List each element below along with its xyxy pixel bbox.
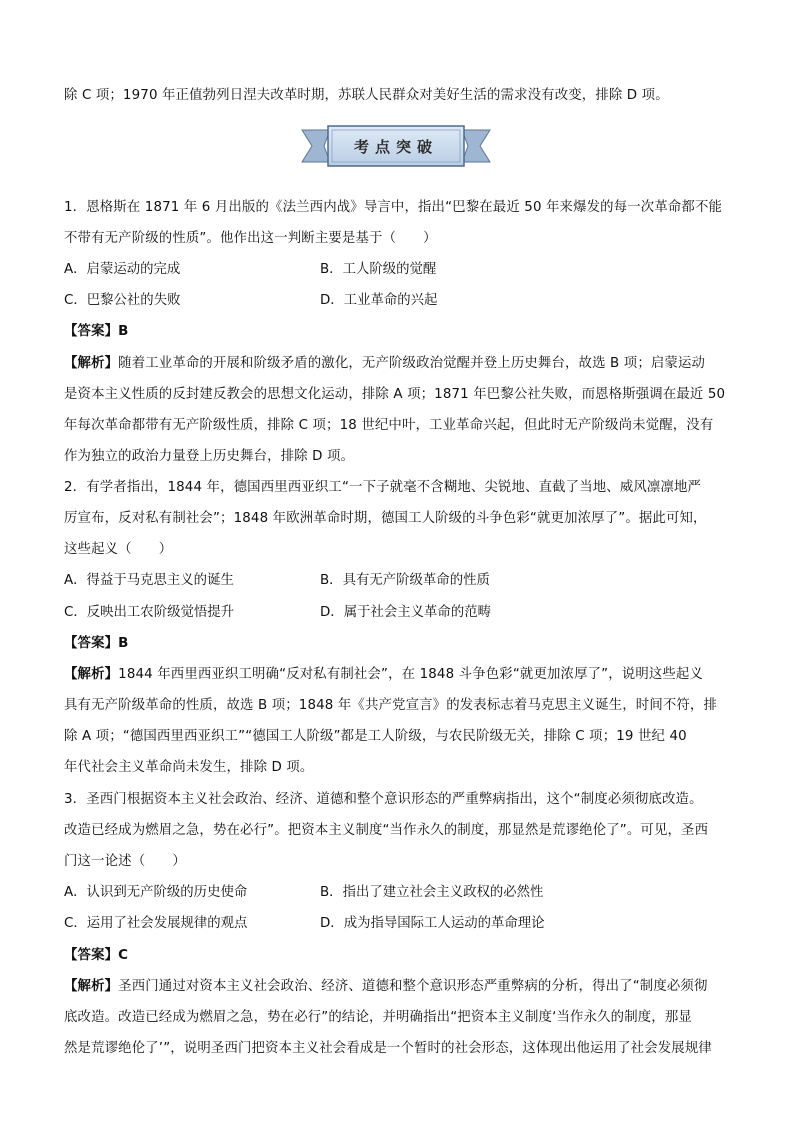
question-3-analysis-line-3: 然是荒谬绝伦了’”，说明圣西门把资本主义社会看成是一个暂时的社会形态，这体现出他运用了社会发展规律 <box>64 1041 712 1056</box>
analysis-label: 【解析】 <box>64 667 119 682</box>
section-banner <box>300 124 492 168</box>
analysis-label: 【解析】 <box>64 356 119 371</box>
question-1-analysis-line-3: 年每次革命都带有无产阶级性质，排除 C 项；18 世纪中叶，工业革命兴起，但此时无产阶级尚未觉醒，没有 <box>64 418 714 433</box>
question-1-answer: 【答案】B <box>64 324 129 339</box>
question-3-analysis-line-2: 底改造。改造已经成为燃眉之急，势在必行”的结论，并明确指出“把资本主义制度‘当作永久的制度，那显 <box>64 1010 692 1025</box>
analysis-text: 随着工业革命的开展和阶级矛盾的激化，无产阶级政治觉醒并登上历史舞台，故选 B 项；启蒙运动 <box>118 356 706 371</box>
question-1-option-a: A．启蒙运动的完成 <box>64 262 181 277</box>
question-3-line-2: 改造已经成为燃眉之急，势在必行”。把资本主义制度“当作永久的制度，那显然是荒谬绝伦了”。可见，圣西 <box>64 823 709 838</box>
question-2-analysis-line-4: 年代社会主义革命尚未发生，排除 D 项。 <box>64 760 314 775</box>
question-3-option-a: A．认识到无产阶级的历史使命 <box>64 885 248 900</box>
question-2-analysis-line-1 <box>64 665 732 685</box>
question-2-option-b: B．具有无产阶级革命的性质 <box>320 573 490 588</box>
question-1-option-d: D．工业革命的兴起 <box>320 293 438 308</box>
question-1-option-b: B．工人阶级的觉醒 <box>320 262 437 277</box>
question-2-option-d: D．属于社会主义革命的范畴 <box>320 605 491 620</box>
question-1-option-c: C．巴黎公社的失败 <box>64 293 181 308</box>
question-2-analysis-line-3: 除 A 项；“德国西里西亚织工”“德国工人阶级”都是工人阶级，与农民阶级无关，排除 C 项；19 世纪 40 <box>64 729 687 744</box>
question-3-option-c: C．运用了社会发展规律的观点 <box>64 916 248 931</box>
question-2-analysis-line-2: 具有无产阶级革命的性质，故选 B 项；1848 年《共产党宣言》的发表标志着马克思主义诞生，时间不符，排 <box>64 698 718 713</box>
question-3-line-1: 3．圣西门根据资本主义社会政治、经济、道德和整个意识形态的严重弊病指出，这个“制度必须彻底改造。 <box>64 792 703 807</box>
analysis-text: 圣西门通过对资本主义社会政治、经济、道德和整个意识形态严重弊病的分析，得出了“制度必须彻 <box>118 979 708 994</box>
question-3-answer: 【答案】C <box>64 948 129 963</box>
question-3-line-3: 门这一论述（ ） <box>64 854 186 869</box>
analysis-text: 1844 年西里西亚织工明确“反对私有制社会”，在 1848 斗争色彩“就更加浓厚了”，说明这些起义 <box>118 667 704 682</box>
question-2-option-a: A．得益于马克思主义的诞生 <box>64 573 234 588</box>
question-3-analysis-line-1 <box>64 977 732 997</box>
analysis-label: 【解析】 <box>64 979 119 994</box>
question-2-line-3: 这些起义（ ） <box>64 542 173 557</box>
question-2-line-1: 2．有学者指出，1844 年，德国西里西亚织工“一下子就毫不含糊地、尖锐地、直截了当地、威风凛凛地严 <box>64 480 702 495</box>
continued-analysis-line: 除 C 项；1970 年正值勃列日涅夫改革时期，苏联人民群众对美好生活的需求没有改变，排除 D 项。 <box>64 88 669 103</box>
question-1-line-2: 不带有无产阶级的性质”。他作出这一判断主要是基于（ ） <box>64 231 437 246</box>
question-1-analysis-line-2: 是资本主义性质的反封建反教会的思想文化运动，排除 A 项；1871 年巴黎公社失败，而恩格斯强调在最近 50 <box>64 387 726 402</box>
question-3-option-d: D．成为指导国际工人运动的革命理论 <box>320 916 545 931</box>
question-2-answer: 【答案】B <box>64 636 129 651</box>
question-2-option-c: C．反映出工农阶级觉悟提升 <box>64 605 235 620</box>
question-2-line-2: 厉宣布，反对私有制社会”；1848 年欧洲革命时期，德国工人阶级的斗争色彩“就更加浓厚了”。据此可知， <box>64 511 707 526</box>
question-3-option-b: B．指出了建立社会主义政权的必然性 <box>320 885 544 900</box>
question-1-analysis-line-1 <box>64 354 732 374</box>
question-1-analysis-line-4: 作为独立的政治力量登上历史舞台，排除 D 项。 <box>64 449 355 464</box>
banner-title: 考点突破 <box>353 137 438 156</box>
question-1-line-1: 1．恩格斯在 1871 年 6 月出版的《法兰西内战》导言中，指出“巴黎在最近 50 年来爆发的每一次革命都不能 <box>64 200 723 215</box>
